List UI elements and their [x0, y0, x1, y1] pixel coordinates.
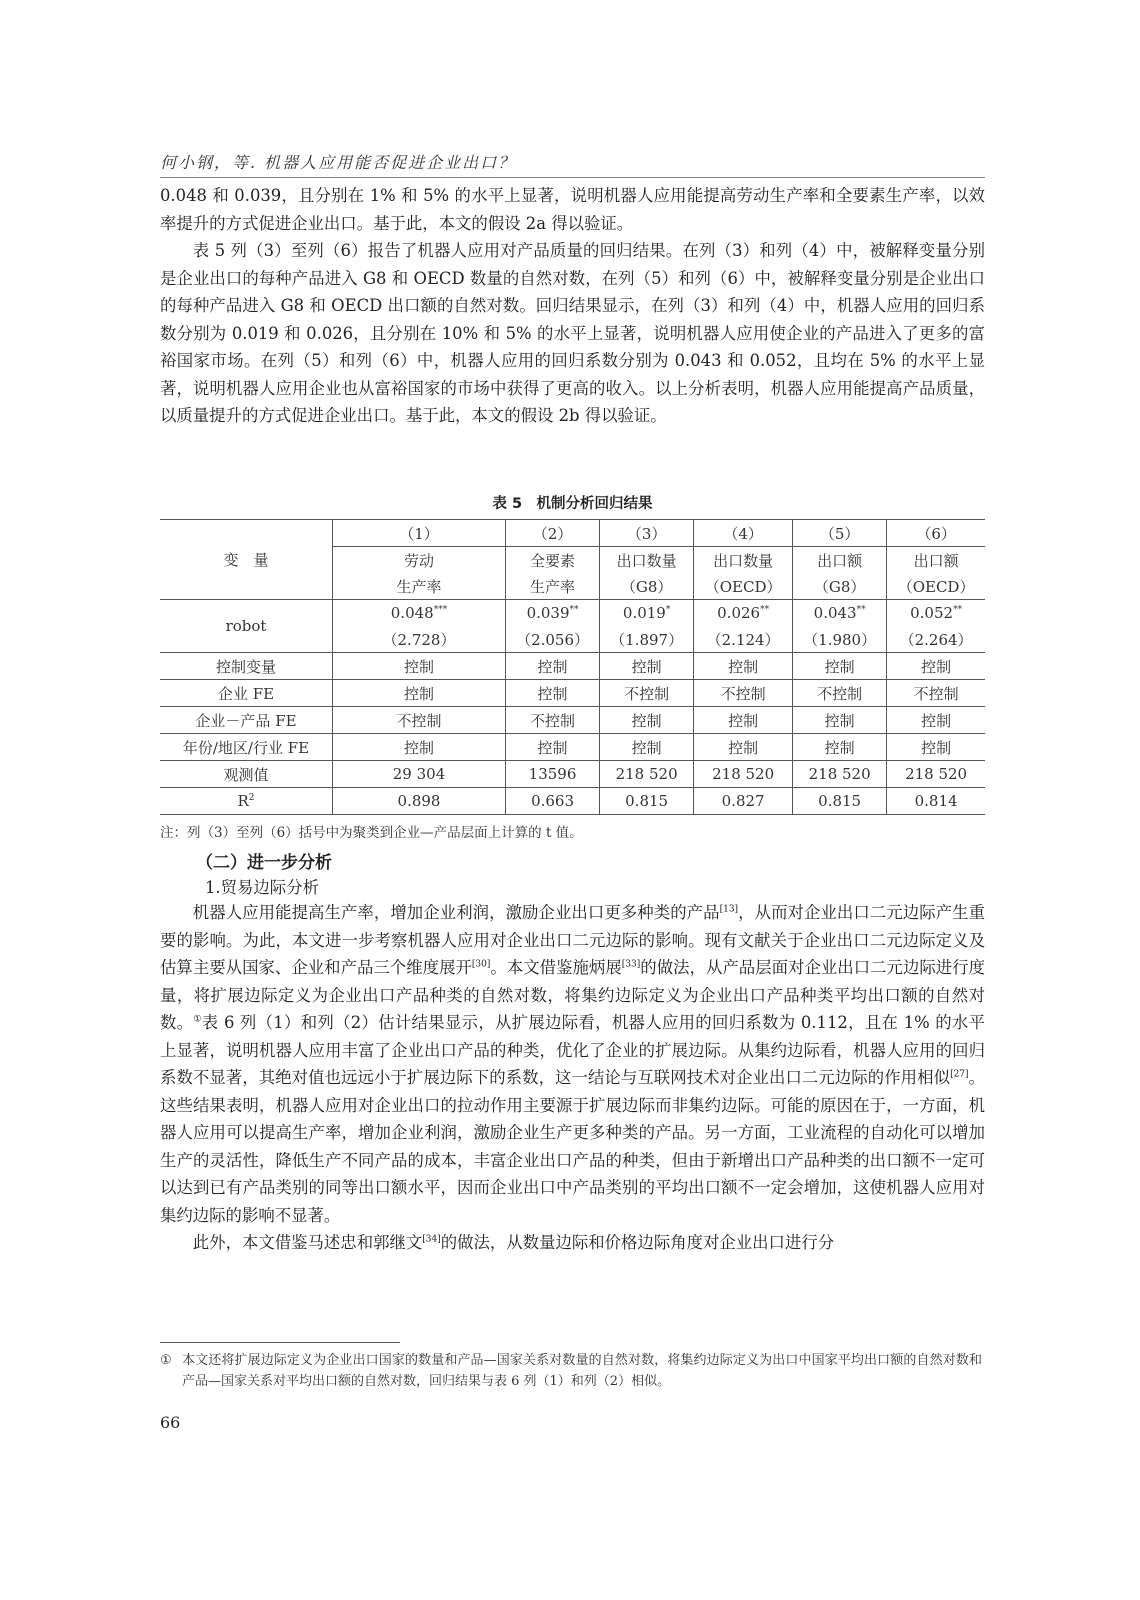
- paragraph: 0.048 和 0.039，且分别在 1% 和 5% 的水平上显著，说明机器人应用能提高劳动生产率和全要素生产率，以效率提升的方式促进企业出口。基于此，本文的假设 2a 得以验证。: [160, 186, 985, 233]
- t-value-cell: （2.264）: [887, 626, 985, 653]
- table-cell: 13596: [506, 761, 600, 788]
- running-head: 何小钢，等. 机器人应用能否促进企业出口？: [160, 150, 985, 178]
- col-name: 出口数量: [600, 547, 694, 574]
- t-value-cell: （1.980）: [793, 626, 887, 653]
- coef-cell: [887, 600, 985, 627]
- table-cell: 控制: [333, 734, 506, 761]
- col-name: （OECD）: [887, 573, 985, 600]
- t-value-cell: （1.897）: [600, 626, 694, 653]
- sig-stars: **: [760, 605, 770, 615]
- col-name: 出口额: [793, 547, 887, 574]
- table-row: [160, 761, 985, 788]
- coef-cell: [333, 600, 506, 627]
- coef-value: 0.052: [910, 604, 954, 622]
- table-cell: 0.815: [793, 788, 887, 815]
- table-cell: 不控制: [887, 680, 985, 707]
- body-text-bottom: [160, 899, 985, 1257]
- text-run: 的做法，从产品层面对企业出口二元边际进行度量，将扩展边际定义为企业出口产品种类的自然对数，将集约边际定义为企业出口产品种类平均出口额的自然对数。: [160, 958, 986, 1032]
- col-name: （OECD）: [694, 573, 793, 600]
- table-row: [160, 653, 985, 680]
- text-run: 的做法，从数量边际和价格边际角度对企业出口进行分: [440, 1233, 835, 1252]
- table-cell: 控制: [793, 734, 887, 761]
- table-cell: 218 520: [694, 761, 793, 788]
- subsection-title: 1.贸易边际分析: [205, 878, 319, 897]
- row-label: 企业－产品 FE: [160, 707, 333, 734]
- citation: [33]: [621, 959, 641, 970]
- table-row: [160, 707, 985, 734]
- coef-cell: [793, 600, 887, 627]
- table-cell: 0.827: [694, 788, 793, 815]
- coef-cell: [506, 600, 600, 627]
- mechanism-table: [160, 519, 985, 815]
- col-num: （1）: [333, 520, 506, 547]
- sig-stars: ***: [433, 605, 448, 615]
- table-cell: 0.663: [506, 788, 600, 815]
- table-cell: 控制: [887, 653, 985, 680]
- col-num: （3）: [600, 520, 694, 547]
- text-run: ，从而对企业出口二元边际产生重要的影响。为此，本文进一步考察机器人应用对企业出口二元边际的影响。现有文献关于企业出口二元边际定义及估算主要从国家、企业和产品三个维度展开: [160, 903, 986, 977]
- table-cell: 控制: [793, 707, 887, 734]
- coef-cell: [694, 600, 793, 627]
- table-cell: 控制: [506, 653, 600, 680]
- paragraph: [160, 1229, 985, 1257]
- table-row: [160, 788, 985, 815]
- page-number: 66: [160, 1413, 181, 1432]
- paragraph: [160, 899, 985, 1229]
- table-cell: 控制: [600, 734, 694, 761]
- table-cell: 不控制: [694, 680, 793, 707]
- t-value-cell: （2.124）: [694, 626, 793, 653]
- footnote: [160, 1350, 985, 1392]
- citation: [30]: [471, 959, 491, 970]
- table-cell: 218 520: [600, 761, 694, 788]
- table-cell: 控制: [333, 653, 506, 680]
- var-header-cell: 变 量: [160, 520, 333, 600]
- paragraph: 表 5 列（3）至列（6）报告了机器人应用对产品质量的回归结果。在列（3）和列（4）中，被解释变量分别是企业出口的每种产品进入 G8 和 OECD 数量的自然对数，在列（5）和列（6）中，被解释变量分别是企业出口的每种产品进入 G8 和 OECD 出口额的自然对数。回归结果显示，在列（3）和列（4）中，机器人应用的回归系数分别为 0.019 和 0.026，且分别在 10% 和 5% 的水平上显著，说明机器人应用使企业的产品进入了更多的富裕国家市场。在列（5）和列（6）中，机器人应用的回归系数分别为 0.043 和 0.052，且均在 5% 的水平上显著，说明机器人应用企业也从富裕国家的市场中获得了更高的收入。以上分析表明，机器人应用能提高产品质量，以质量提升的方式促进企业出口。基于此，本文的假设 2b 得以验证。: [160, 241, 985, 425]
- col-name: 生产率: [506, 573, 600, 600]
- col-num: （5）: [793, 520, 887, 547]
- text-run: 表 6 列（1）和列（2）估计结果显示，从扩展边际看，机器人应用的回归系数为 0.112，且在 1% 的水平上显著，说明机器人应用丰富了企业出口产品的种类，优化了企业的扩展边际。从集约边际看，机器人应用的回归系数不显著，其绝对值也远远小于扩展边际下的系数，这一结论与互联网技术对企业出口二元边际的作用相似: [160, 1013, 986, 1087]
- text-run: 。这些结果表明，机器人应用对企业出口的拉动作用主要源于扩展边际而非集约边际。可能的原因在于，一方面，机器人应用可以提高生产率，增加企业利润，激励企业生产更多种类的产品。另一方面，工业流程的自动化可以增加生产的灵活性，降低生产不同产品的成本，丰富企业出口产品的种类，但由于新增出口产品种类的出口额不一定可以达到已有产品类别的同等出口额水平，因而企业出口中产品类别的平均出口额不一定会增加，这使机器人应用对集约边际的影响不显著。: [160, 1068, 986, 1225]
- table-cell: 不控制: [600, 680, 694, 707]
- table-cell: 29 304: [333, 761, 506, 788]
- citation: [27]: [950, 1069, 969, 1080]
- table-cell: 控制: [694, 734, 793, 761]
- col-num: （4）: [694, 520, 793, 547]
- row-label: 企业 FE: [160, 680, 333, 707]
- table-caption: 表 5 机制分析回归结果: [492, 496, 653, 512]
- t-value-cell: （2.728）: [333, 626, 506, 653]
- coef-value: 0.043: [813, 604, 857, 622]
- coef-value: 0.019: [622, 604, 666, 622]
- table-row: [160, 734, 985, 761]
- t-value-cell: （2.056）: [506, 626, 600, 653]
- sig-stars: **: [856, 605, 866, 615]
- text-run: 机器人应用能提高生产率，增加企业利润，激励企业出口更多种类的产品: [192, 903, 720, 922]
- text-run: 。本文借鉴施炳展: [490, 958, 622, 977]
- col-name: （G8）: [793, 573, 887, 600]
- table-cell: 控制: [600, 653, 694, 680]
- table-cell: 0.814: [887, 788, 985, 815]
- citation: [34]: [422, 1234, 441, 1245]
- table-cell: 不控制: [793, 680, 887, 707]
- sig-stars: **: [953, 605, 963, 615]
- table-cell: 不控制: [333, 707, 506, 734]
- table-cell: 控制: [694, 707, 793, 734]
- sig-stars: **: [569, 605, 579, 615]
- robot-label-cell: robot: [160, 600, 333, 653]
- body-text-top: [160, 182, 985, 430]
- row-label: 控制变量: [160, 653, 333, 680]
- col-name: 劳动: [333, 547, 506, 574]
- table-cell: 不控制: [506, 707, 600, 734]
- footnote-rule: [160, 1342, 400, 1343]
- col-name: 全要素: [506, 547, 600, 574]
- row-label: [160, 788, 333, 815]
- table-cell: 控制: [333, 680, 506, 707]
- row-label: 年份/地区/行业 FE: [160, 734, 333, 761]
- table-cell: 控制: [793, 653, 887, 680]
- table-cell: 控制: [694, 653, 793, 680]
- table-cell: 控制: [506, 680, 600, 707]
- section-title: （二）进一步分析: [196, 853, 332, 873]
- col-num: （2）: [506, 520, 600, 547]
- col-name: （G8）: [600, 573, 694, 600]
- coef-value: 0.026: [717, 604, 761, 622]
- table-cell: 0.815: [600, 788, 694, 815]
- table-cell: 控制: [600, 707, 694, 734]
- col-name: 出口数量: [694, 547, 793, 574]
- table-cell: 控制: [887, 734, 985, 761]
- r2-label: R: [237, 792, 249, 810]
- coef-value: 0.039: [526, 604, 570, 622]
- col-name: 出口额: [887, 547, 985, 574]
- table-row: [160, 680, 985, 707]
- coef-value: 0.048: [390, 604, 434, 622]
- table-cell: 218 520: [793, 761, 887, 788]
- footnote-ref: ①: [193, 1014, 202, 1025]
- table-note: 注：列（3）至列（6）括号中为聚类到企业—产品层面上计算的 t 值。: [160, 825, 583, 841]
- footnote-text: 本文还将扩展边际定义为企业出口国家的数量和产品—国家关系对数量的自然对数，将集约边际定义为出口中国家平均出口额的自然对数和产品—国家关系对平均出口额的自然对数，回归结果与表 6 列（1）和列（2）相似。: [182, 1353, 982, 1389]
- table-cell: 218 520: [887, 761, 985, 788]
- sig-stars: *: [665, 605, 671, 615]
- table-cell: 控制: [887, 707, 985, 734]
- r2-sup: 2: [248, 793, 255, 803]
- table-cell: 控制: [506, 734, 600, 761]
- footnote-mark: ①: [160, 1353, 172, 1368]
- table-cell: 0.898: [333, 788, 506, 815]
- text-run: 此外，本文借鉴马述忠和郭继文: [192, 1233, 423, 1252]
- col-name: 生产率: [333, 573, 506, 600]
- col-num: （6）: [887, 520, 985, 547]
- citation: [13]: [719, 904, 739, 915]
- coef-cell: [600, 600, 694, 627]
- row-label: 观测值: [160, 761, 333, 788]
